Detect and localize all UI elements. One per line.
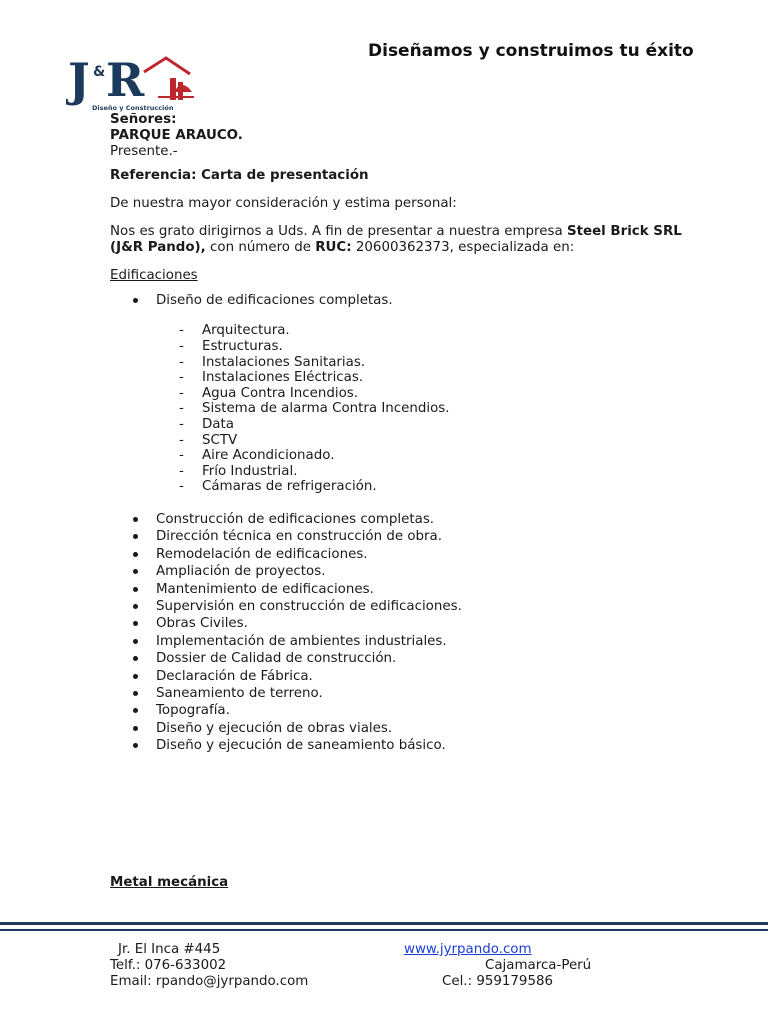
sublist-item: - Estructuras. [179, 339, 283, 354]
logo-graphic [66, 52, 198, 114]
company-logo [66, 52, 198, 114]
footer [0, 940, 768, 1000]
roof-icon [144, 58, 190, 74]
list-item: Construcción de edificaciones completas. [110, 511, 710, 528]
list-item: Obras Civiles. [110, 615, 710, 632]
list-item: Diseño y ejecución de obras viales. [110, 720, 710, 737]
sublist-item: - SCTV [179, 432, 238, 448]
list-item: Dossier de Calidad de construcción. [110, 650, 710, 667]
bullet-icon [133, 587, 138, 592]
list-item: Saneamiento de terreno. [110, 685, 710, 702]
bullet-icon [133, 674, 138, 679]
bullet-icon [133, 726, 138, 731]
bullet-icon [133, 298, 138, 303]
sublist-item: - Instalaciones Eléctricas. [179, 370, 364, 386]
bullet-icon [133, 569, 138, 574]
logo-subtitle: Diseño y Construcción [92, 104, 174, 112]
list-item: Diseño de edificaciones completas. [110, 292, 710, 309]
ruc-label: RUC: [315, 240, 352, 255]
section-edificaciones: Edificaciones [110, 268, 198, 283]
section-metal-mecanica: Metal mecánica [110, 875, 229, 890]
list-item: Diseño y ejecución de saneamiento básico. [110, 737, 710, 754]
recipient: PARQUE ARAUCO. [110, 128, 243, 143]
bullet-icon [133, 691, 138, 696]
dash-marker: - [179, 479, 184, 495]
company-name: Steel Brick SRL (J&R Pando), [110, 224, 682, 255]
dash-marker: - [179, 370, 184, 386]
salutation: Señores: [110, 112, 177, 127]
list-item: Declaración de Fábrica. [110, 668, 710, 685]
dash-marker: - [179, 354, 184, 370]
list-item: Supervisión en construcción de edificaciones. [110, 598, 710, 615]
intro-paragraph: Nos es grato dirigirnos a Uds. A fin de presentar a nuestra empresa Steel Brick SRL (J&R Pando), con número de RUC: 20600362373, especializada en: [110, 224, 682, 255]
bullet-icon [133, 656, 138, 661]
list-item: Dirección técnica en construcción de obra. [110, 528, 710, 545]
bullet-icon [133, 604, 138, 609]
helmet-icon [174, 85, 192, 92]
design-list [110, 292, 710, 309]
dash-marker: - [179, 339, 184, 354]
list-item: Implementación de ambientes industriales. [110, 633, 710, 650]
logo-letter-r: R [106, 53, 145, 107]
dash-marker: - [179, 432, 184, 448]
footer-website-link[interactable]: www.jyrpando.com [404, 942, 532, 957]
bullet-icon [133, 552, 138, 557]
slogan: Diseñamos y construimos tu éxito [368, 41, 694, 61]
bullet-icon [133, 517, 138, 522]
services-list [110, 511, 710, 755]
reference: Referencia: Carta de presentación [110, 168, 369, 183]
sublist-item: - Frío Industrial. [179, 463, 298, 479]
footer-address: Jr. El Inca #445 [118, 942, 221, 957]
list-item: Mantenimiento de edificaciones. [110, 581, 710, 598]
bullet-icon [133, 743, 138, 748]
letter-body [110, 112, 710, 755]
sublist-item: - Cámaras de refrigeración. [179, 479, 377, 495]
list-item: Remodelación de edificaciones. [110, 546, 710, 563]
sublist-item: - Aire Acondicionado. [179, 448, 335, 464]
footer-divider [0, 922, 768, 925]
greeting: De nuestra mayor consideración y estima personal: [110, 196, 457, 211]
sublist-item: - Arquitectura. [179, 323, 290, 339]
bullet-icon [133, 639, 138, 644]
logo-ampersand: & [93, 64, 106, 80]
footer-email: Email: rpando@jyrpando.com [110, 974, 309, 989]
footer-cell: Cel.: 959179586 [442, 974, 554, 989]
footer-divider-thin [0, 929, 768, 931]
dash-marker: - [179, 385, 184, 401]
sublist-item: - Agua Contra Incendios. [179, 385, 359, 401]
dash-marker: - [179, 448, 184, 464]
list-item: Ampliación de proyectos. [110, 563, 710, 580]
dash-marker: - [179, 401, 184, 417]
footer-phone: Telf.: 076-633002 [110, 958, 227, 973]
footer-city: Cajamarca-Perú [485, 958, 592, 973]
presente: Presente.- [110, 144, 178, 159]
logo-letter-j: J [68, 53, 90, 107]
sublist-item: - Instalaciones Sanitarias. [179, 354, 366, 370]
sublist-item: - Data [179, 416, 234, 432]
sublist-item: - Sistema de alarma Contra Incendios. [179, 401, 450, 417]
dash-marker: - [179, 463, 184, 479]
bullet-icon [133, 534, 138, 539]
dash-marker: - [179, 323, 184, 339]
bullet-icon [133, 708, 138, 713]
dash-marker: - [179, 416, 184, 432]
design-sublist [110, 323, 710, 495]
list-item: Topografía. [110, 702, 710, 719]
bullet-icon [133, 621, 138, 626]
